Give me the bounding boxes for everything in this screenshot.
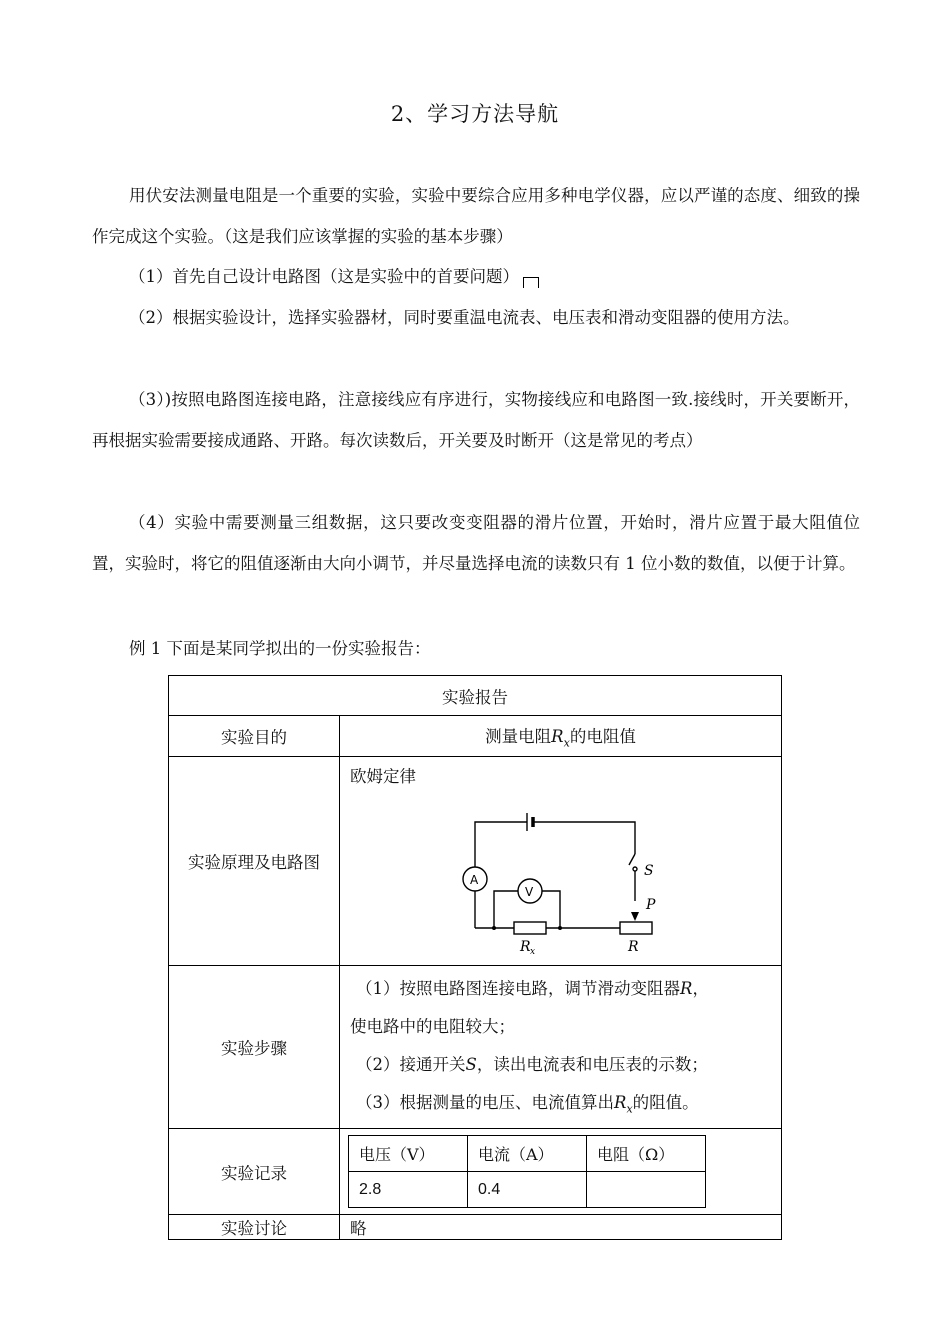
principle-cell xyxy=(340,757,782,966)
step-2-var: S xyxy=(465,1055,477,1074)
record-value-resistance xyxy=(587,1172,706,1208)
record-value-row xyxy=(349,1172,706,1208)
bracket-mark-icon xyxy=(523,277,539,288)
record-cell xyxy=(340,1129,782,1215)
rheostat-icon xyxy=(620,922,652,934)
example-paragraph: 例 1 下面是某同学拟出的一份实验报告： xyxy=(129,639,431,658)
aim-text-post: 的电阻值 xyxy=(569,726,636,746)
step-3-post: 的阻值。 xyxy=(632,1093,699,1112)
slider-arrow-icon xyxy=(631,912,639,921)
step-3-var: R xyxy=(614,1093,627,1112)
rheostat-label: R xyxy=(628,939,639,955)
junction-right-dot xyxy=(558,926,562,930)
step1-paragraph xyxy=(92,256,860,297)
record-header-current: 电流（A） xyxy=(468,1136,587,1172)
report-header: 实验报告 xyxy=(169,676,782,716)
step-2-post: ，读出电流表和电压表的示数； xyxy=(476,1055,708,1074)
record-header-voltage: 电压（V） xyxy=(349,1136,468,1172)
step-3-text: （3）根据测量的电压、电流值算出 xyxy=(356,1093,614,1112)
principle-label: 实验原理及电路图 xyxy=(169,757,340,966)
switch-contact-icon xyxy=(633,867,637,871)
voltmeter-label: V xyxy=(525,885,534,899)
step3-paragraph: （3）)按照电路图连接电路，注意接线应有序进行，实物接线应和电路图一致.接线时，开关要断开，再根据实验需要接成通路、开路。每次读数后，开关要及时断开（这是常见的考点） xyxy=(92,390,860,450)
experiment-report-table xyxy=(168,675,782,1240)
record-header-row xyxy=(349,1136,706,1172)
step-1-line xyxy=(356,970,775,1008)
step-2-text: （2）接通开关 xyxy=(356,1055,466,1074)
step-1-var: R xyxy=(680,979,693,998)
discuss-label: 实验讨论 xyxy=(169,1215,340,1240)
record-table xyxy=(348,1135,706,1208)
step1-text: （1）首先自己设计电路图（这是实验中的首要问题） xyxy=(129,267,519,286)
circuit-diagram xyxy=(460,797,670,957)
record-value-current: 0.4 xyxy=(468,1172,587,1208)
step2-paragraph: （2）根据实验设计，选择实验器材，同时要重温电流表、电压表和滑动变阻器的使用方法。 xyxy=(129,308,800,327)
page-title: 2、学习方法导航 xyxy=(390,102,560,126)
intro-paragraph: 用伏安法测量电阻是一个重要的实验，实验中要综合应用多种电学仪器，应以严谨的态度、细致的操作完成这个实验。（这是我们应该掌握的实验的基本步骤） xyxy=(92,186,860,246)
switch-blade xyxy=(629,854,635,865)
step-3-line xyxy=(356,1084,775,1128)
record-label: 实验记录 xyxy=(169,1129,340,1215)
aim-sub: x xyxy=(563,736,570,750)
slider-label: P xyxy=(646,897,656,913)
step-3-sub: x xyxy=(626,1102,633,1116)
resistor-label: R xyxy=(520,939,531,955)
steps-cell xyxy=(340,966,782,1129)
aim-var: R xyxy=(551,726,564,746)
discuss-text: 略 xyxy=(340,1215,782,1240)
switch-label: S xyxy=(644,863,654,879)
aim-label: 实验目的 xyxy=(169,716,340,757)
ammeter-label: A xyxy=(470,873,479,887)
aim-text-pre: 测量电阻 xyxy=(485,726,552,746)
record-header-resistance: 电阻（Ω） xyxy=(587,1136,706,1172)
step-1-post: ， xyxy=(692,979,709,998)
step-2-line xyxy=(356,1046,775,1084)
junction-left-dot xyxy=(492,926,496,930)
step4-paragraph: （4）实验中需要测量三组数据，这只要改变变阻器的滑片位置，开始时，滑片应置于最大阻值位置，实验时，将它的阻值逐渐由大向小调节，并尽量选择电流的读数只有 1 位小数的数值，以便于计算。 xyxy=(92,513,860,573)
step-1-line2: 使电路中的电阻较大； xyxy=(350,1017,515,1036)
resistor-rx-icon xyxy=(514,922,546,934)
record-value-voltage: 2.8 xyxy=(349,1172,468,1208)
steps-label: 实验步骤 xyxy=(169,966,340,1129)
wire-top-right xyxy=(533,822,635,854)
principle-text: 欧姆定律 xyxy=(350,767,416,786)
step-1-text: （1）按照电路图连接电路，调节滑动变阻器 xyxy=(356,979,680,998)
resistor-sub-label: x xyxy=(530,947,536,957)
aim-cell xyxy=(340,716,782,757)
